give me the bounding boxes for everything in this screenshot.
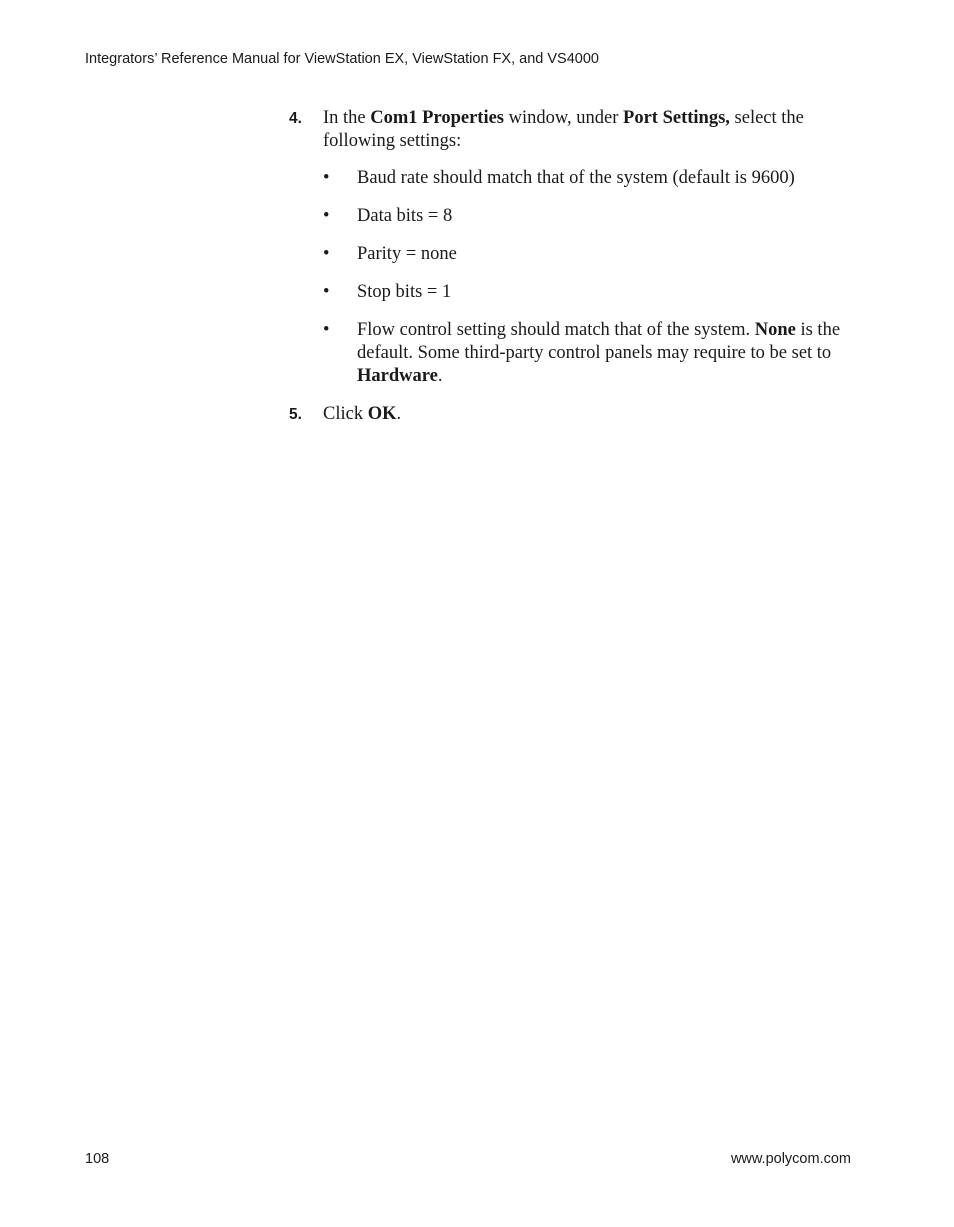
option-name: None: [754, 320, 796, 340]
list-item-text: Baud rate should match that of the system (default is 9600): [357, 168, 795, 188]
text-run: Click: [323, 404, 368, 424]
running-header: Integrators’ Reference Manual for ViewStation EX, ViewStation FX, and VS4000: [85, 51, 599, 67]
page-number: 108: [85, 1151, 110, 1167]
text-run: In the: [323, 108, 371, 128]
text-run: is the default. Some third-party control panels may require to be set to: [357, 320, 841, 363]
bullet-icon: •: [323, 282, 330, 302]
website-url: www.polycom.com: [730, 1151, 851, 1167]
bullet-icon: •: [323, 206, 330, 226]
list-item-text: [357, 320, 840, 386]
step-number: 4.: [289, 110, 302, 127]
window-name: Com1 Properties: [370, 108, 505, 128]
button-name: OK: [367, 404, 397, 424]
list-item: [323, 243, 869, 266]
settings-list: [323, 167, 869, 388]
text-run: Flow control setting should match that of the system.: [357, 320, 755, 340]
text-run: window, under: [504, 108, 624, 128]
step-number: 5.: [289, 406, 302, 423]
list-item-text: Parity = none: [357, 244, 457, 264]
list-item: [323, 319, 869, 388]
list-item: [323, 205, 869, 228]
bullet-icon: •: [323, 244, 330, 264]
list-item-text: Data bits = 8: [357, 206, 453, 226]
bullet-icon: •: [323, 320, 330, 340]
text-run: .: [437, 366, 443, 386]
option-name: Hardware: [357, 366, 438, 386]
step-4: [289, 107, 869, 388]
text-run: .: [396, 404, 402, 424]
step-text: [323, 403, 869, 426]
instructions: [289, 107, 869, 426]
section-name: Port Settings,: [623, 108, 730, 128]
list-item-text: Stop bits = 1: [357, 282, 452, 302]
step-text: [323, 107, 869, 153]
list-item: [323, 167, 869, 190]
list-item: [323, 281, 869, 304]
text-run: select the following settings:: [323, 108, 804, 151]
step-5: [289, 403, 869, 426]
bullet-icon: •: [323, 168, 330, 188]
